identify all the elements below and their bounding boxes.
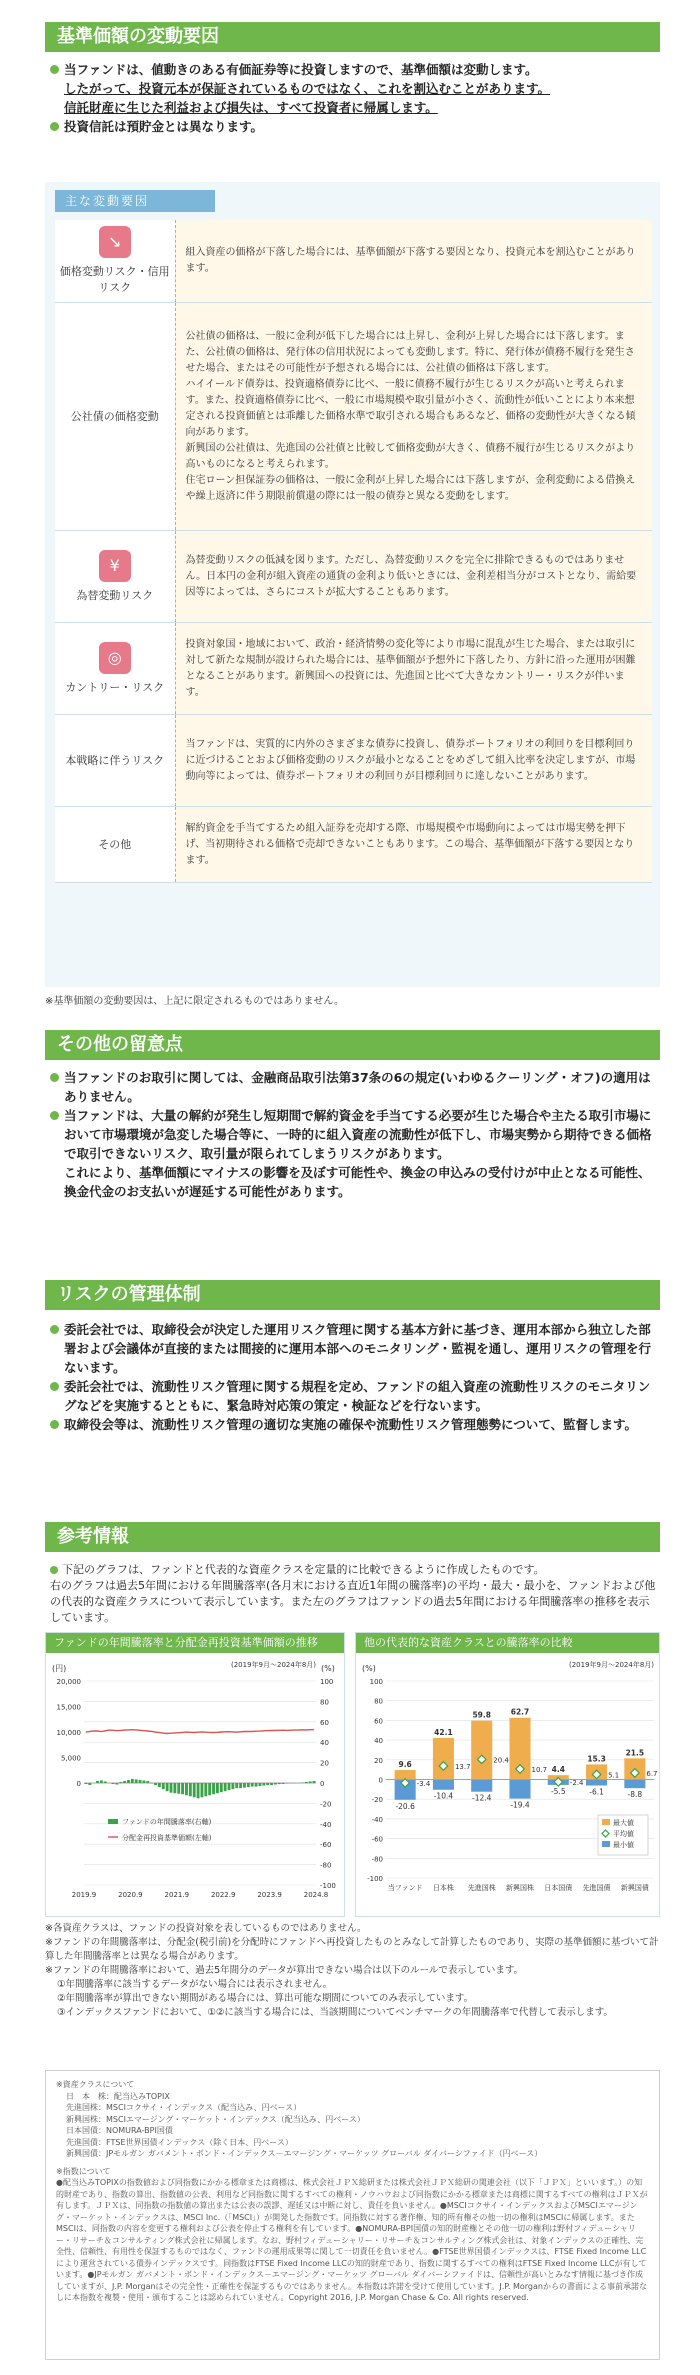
- fine-item: 日 本 株：配当込みTOPIX: [66, 2091, 170, 2101]
- chart-note: ※ファンドの年間騰落率において、過去5年間分のデータが算出できない場合は以下のルールで表示しています。: [45, 1965, 524, 1976]
- legend-label: 最小値: [613, 1841, 634, 1849]
- risk-desc-extra: ハイイールド債券は、投資適格債券に比べ、一般に債務不履行が生じるリスクが高いと考えられます。また、投資適格債券に比べ、一般に市場規模や取引量が小さく、流動性が低いことにより本来想定される投資価値とは乖離した価格水準で取引される場合もあるなど、価格の変動性が大きくなる傾向があります。: [185, 378, 636, 438]
- return-bar: [212, 1783, 215, 1794]
- category-label: 日本株: [432, 1884, 454, 1892]
- return-bar: [220, 1783, 223, 1792]
- chart-note: ※各資産クラスは、ファンドの投資対象を表しているものではありません。: [45, 1923, 367, 1934]
- return-bar: [88, 1783, 91, 1785]
- left-tick-label: 10,000: [56, 1729, 81, 1737]
- legend-label: 分配金再投資基準価額(左軸): [122, 1834, 212, 1842]
- category-label: 新興国債: [620, 1884, 649, 1892]
- chart-svg: [356, 1653, 661, 1918]
- return-bar: [162, 1783, 165, 1789]
- return-bar: [305, 1782, 308, 1783]
- return-bar: [100, 1780, 103, 1783]
- table-row: [55, 220, 652, 303]
- right-tick-label: -20: [320, 1800, 332, 1809]
- return-bar: [139, 1780, 142, 1783]
- left-tick-label: 0: [76, 1780, 81, 1788]
- min-value-label: -19.4: [510, 1800, 530, 1810]
- right-tick-label: 80: [320, 1698, 329, 1707]
- return-bar: [266, 1783, 269, 1785]
- max-value-label: 9.6: [398, 1760, 412, 1770]
- min-value-label: -12.4: [472, 1793, 492, 1803]
- risk-desc-extra: 住宅ローン担保証券の価格は、一般に金利が上昇した場合には下落しますが、金利変動による借換えや繰上返済に伴う期限前償還の際には一般の債券と異なる変動をします。: [185, 474, 636, 502]
- return-bar: [193, 1783, 196, 1797]
- return-bar: [251, 1783, 254, 1787]
- return-bar: [208, 1783, 211, 1795]
- risk-desc-extra: 新興国の公社債は、先進国の公社債と比較して価格変動が大きく、債務不履行が生じるリスクがより高いものになると考えられます。: [185, 442, 636, 470]
- risk-name: 本戦略に伴うリスク: [55, 715, 175, 807]
- tick-label: 60: [374, 1717, 383, 1726]
- chart-down-icon: ↘: [99, 226, 131, 258]
- return-bar: [96, 1781, 99, 1783]
- bullet-text: 当ファンドは、値動きのある有価証券等に投資しますので、基準価額は変動します。 したがって、投資元本が保証されているものではなく、これを割込むことがあります。 信託財産に生じた利益および損失は、すべて投資者に帰属します。: [50, 60, 660, 117]
- tick-label: -60: [371, 1835, 383, 1844]
- chart-svg: [46, 1653, 346, 1918]
- fine-head: ※資産クラスについて: [56, 2080, 135, 2089]
- return-bar: [197, 1783, 200, 1798]
- right-tick-label: -40: [320, 1820, 332, 1829]
- risk-header: 主な変動要因: [55, 190, 215, 212]
- min-bar: [433, 1780, 454, 1790]
- bullet-text: 当ファンドは、大量の解約が発生し短期間で解約資金を手当てする必要が生じた場合や主たる取引市場において市場環境が急変した場合等に、一時的に組入資産の流動性が低下し、市場実勢から期待できる価格で取引できないリスク、取引量が限られてしまうリスクがあります。: [50, 1106, 660, 1163]
- return-bar: [189, 1783, 192, 1796]
- return-bar: [239, 1783, 242, 1788]
- tick-label: -100: [367, 1875, 383, 1883]
- max-bar: [471, 1721, 492, 1780]
- fine-item: 日本国債：NOMURA-BPI国債: [66, 2126, 173, 2135]
- right-unit-label: (%): [321, 1664, 335, 1673]
- right-tick-label: -80: [320, 1861, 332, 1870]
- min-value-label: -20.6: [395, 1801, 415, 1811]
- max-bar: [433, 1738, 454, 1779]
- fine-item: 先進国株：MSCIコクサイ・インデックス（配当込み、円ベース）: [66, 2103, 302, 2112]
- tick-label: 100: [369, 1678, 383, 1686]
- legend-label: 最大値: [613, 1819, 634, 1827]
- chart-note: ②年間騰落率が算出できない期間がある場合には、算出可能な期間についてのみ表示しています。: [57, 1993, 474, 2004]
- return-bar: [270, 1783, 273, 1785]
- section-title-risk-management: リスクの管理体制: [45, 1280, 660, 1310]
- min-value-label: -8.8: [627, 1790, 643, 1800]
- max-value-label: 4.4: [551, 1765, 565, 1775]
- x-tick-label: 2019.9: [71, 1891, 97, 1899]
- return-bar: [115, 1783, 118, 1785]
- currency-exchange-icon: ¥: [99, 550, 131, 582]
- section-title-reference: 参考情報: [45, 1522, 660, 1552]
- return-bar: [166, 1783, 169, 1791]
- risk-management-bullets: [50, 1320, 660, 1434]
- return-bar: [150, 1783, 153, 1784]
- intro-continuation: 右のグラフは過去5年間における年間騰落率(各月末における直近1年間の騰落率)の平均・最大・最小を、ファンドおよび他の代表的な資産クラスについて表示しています。また左のグラフはファンドの過去5年間における年間騰落率の推移を表示しています。: [50, 1579, 656, 1624]
- risk-desc: 投資対象国・地域において、政治・経済情勢の変化等により市場に混乱が生じた場合、または取引に対して新たな規制が設けられた場合には、基準価額が予想外に下落したり、方針に沿った運用が困難となることがあります。新興国への投資には、先進国と比べて大きなカントリー・リスクが伴います。: [175, 623, 652, 715]
- risk-desc: 公社債の価格は、一般に金利が低下した場合には上昇し、金利が上昇した場合には下落します。また、公社債の価格は、発行体の信用状況によっても変動します。特に、発行体が債務不履行を発生させた場合、またはその可能性が予想される場合には、公社債の価格は下落します。: [185, 330, 635, 374]
- max-value-label: 15.3: [587, 1754, 606, 1764]
- globe-icon: ◎: [99, 642, 131, 674]
- return-bar: [309, 1781, 312, 1783]
- left-tick-label: 15,000: [56, 1703, 81, 1712]
- tick-label: 20: [374, 1756, 383, 1765]
- risk-desc: 当ファンドは、実質的に内外のさまざまな債券に投資し、債券ポートフォリオの利回りを目標利回りに近づけることおよび価格変動のリスクが最小となることをめざして組入比率を決定しますが、市場動向等によっては、債券ポートフォリオの利回りが目標利回りに達しないことがあります。: [175, 715, 652, 807]
- bullet-text: 下記のグラフは、ファンドと代表的な資産クラスを定量的に比較できるように作成したものです。: [50, 1562, 660, 1578]
- return-bar: [135, 1779, 138, 1783]
- risk-factor-box: [45, 182, 660, 987]
- left-unit-label: (円): [52, 1664, 67, 1673]
- risk-name: カントリー・リスク: [65, 680, 165, 694]
- return-bar: [181, 1783, 184, 1794]
- min-value-label: -10.4: [433, 1791, 454, 1801]
- return-bar: [231, 1783, 234, 1789]
- other-notes-bullets: [50, 1068, 660, 1201]
- return-bar: [224, 1783, 227, 1791]
- table-row: [55, 623, 652, 715]
- category-label: 先進国株: [467, 1884, 496, 1892]
- section-title-nav-factors: 基準価額の変動要因: [45, 22, 660, 52]
- return-bar: [173, 1783, 176, 1793]
- bullet-continuation: これにより、基準価額にマイナスの影響を及ぼす可能性や、換金の申込みの受付けが中止となる可能性、換金代金のお支払いが遅延する可能性があります。: [64, 1165, 651, 1199]
- right-tick-label: 100: [320, 1678, 334, 1686]
- nav-line: [86, 1730, 314, 1734]
- bullet-text: 当ファンドのお取引に関しては、金融商品取引法第37条の6の規定(いわゆるクーリング・オフ)の適用はありません。: [50, 1068, 660, 1106]
- avg-value-label: -2.4: [569, 1778, 584, 1787]
- risk-name: 価格変動リスク・信用リスク: [59, 265, 170, 294]
- category-label: 先進国債: [582, 1884, 611, 1892]
- table-row: [55, 303, 652, 531]
- return-bar: [278, 1783, 281, 1784]
- bullet-text: 委託会社では、取締役会が決定した運用リスク管理に関する基本方針に基づき、運用本部から独立した部署および会議体が直接的または間接的に運用本部へのモニタリング・監視を通し、運用リスクの管理を行ないます。: [50, 1320, 660, 1377]
- category-label: 当ファンド: [387, 1884, 423, 1892]
- return-bar: [170, 1783, 173, 1793]
- return-bar: [204, 1783, 207, 1796]
- return-bar: [216, 1783, 219, 1793]
- x-tick-label: 2020.9: [118, 1891, 143, 1899]
- fine-body: ●配当込みTOPIXの指数値および同指数にかかる標章または商標は、株式会社ＪＰＸ総研または株式会社ＪＰＸ総研の関連会社（以下「ＪＰＸ」といいます。）の知的財産であり、指数の算出、指数値の公表、利用など同指数に関するすべての権利・ノウハウおよび同指数にかかる標章または商標に関するすべての権利はＪＰＸが有します。ＪＰＸは、同指数の指数値の算出または公表の誤謬、遅延又は中断に対し、責任を負いません。●MSCIコクサイ・インデックスおよびMSCIエマージング・マーケット・インデックスは、MSCI Inc.（「MSCI」）が開発した指数です。同指数に対する著作権、知的所有権その他一切の権利はMSCIに帰属します。またMSCIは、同指数の内容を変更する権利および公表を停止する権利を有しています。●NOMURA-BPI国債の知的財産権とその他一切の権利は野村フィデューシャリー・リサーチ＆コンサルティング株式会社に帰属します。なお、野村フィデューシャリー・リサーチ＆コンサルティング株式会社は、対象インデックスの正確性、完全性、信頼性、有用性を保証するものではなく、ファンドの運用成果等に関して一切責任を負いません。●FTSE世界国債インデックスは、FTSE Fixed Income LLCにより運営されている債券インデックスです。同指数はFTSE Fixed Income LLCの知的財産であり、指数に関するすべての権利はFTSE Fixed Income LLCが有しています。●JPモルガン ガバメント・ボンド・インデックス－エマージング・マーケッツ グローバル ダイバーシファイドは、信頼性が高いとみなす情報に基づき作成していますが、J.P. Morganはその完全性・正確性を保証するものではありません。本指数は許諾を受けて使用しています。J.P. Morganからの書面による事前承諾なしに本指数を複製・使用・頒布することは認められていません。Copyright 2016, J.P. Morgan Chase & Co. All rights reserved.: [56, 2178, 648, 2302]
- tick-label: -20: [371, 1796, 383, 1805]
- tick-label: -40: [371, 1815, 383, 1824]
- min-bar: [624, 1780, 645, 1789]
- chart-title: ファンドの年間騰落率と分配金再投資基準価額の推移: [46, 1633, 344, 1653]
- bullet-text: 投資信託は預貯金とは異なります。: [50, 117, 660, 136]
- return-bar: [146, 1781, 149, 1783]
- chart-note: ③インデックスファンドにおいて、①②に該当する場合には、当該期間についてベンチマークの年間騰落率で代替して表示します。: [57, 2007, 613, 2018]
- left-tick-label: 20,000: [56, 1678, 81, 1686]
- category-label: 日本国債: [544, 1884, 573, 1892]
- fine-print-box: [45, 2070, 660, 2360]
- return-bar: [247, 1783, 250, 1787]
- return-bar: [127, 1780, 130, 1783]
- return-bar: [255, 1783, 258, 1787]
- return-bar: [123, 1781, 126, 1783]
- fine-head: ※指数について: [56, 2166, 111, 2176]
- return-bar: [85, 1783, 88, 1784]
- return-bar: [154, 1783, 157, 1785]
- right-tick-label: 0: [320, 1780, 325, 1788]
- min-bar: [586, 1780, 607, 1786]
- return-bar: [235, 1783, 238, 1788]
- return-bar: [301, 1782, 304, 1783]
- right-tick-label: 40: [320, 1739, 329, 1748]
- x-tick-label: 2021.9: [164, 1891, 190, 1899]
- chart-asset-comparison: [355, 1632, 660, 1917]
- return-bar: [143, 1780, 146, 1783]
- tick-label: 80: [374, 1697, 383, 1706]
- max-value-label: 42.1: [434, 1728, 453, 1738]
- nav-factor-bullets: [50, 60, 660, 136]
- legend-swatch: [602, 1841, 610, 1847]
- avg-value-label: 13.7: [454, 1763, 471, 1772]
- return-bar: [259, 1783, 262, 1786]
- bullet-text: 委託会社では、流動性リスク管理に関する規程を定め、ファンドの組入資産の流動性リスクのモニタリングなどを実施するとともに、緊急時対応策の策定・検証などを行ないます。: [50, 1377, 660, 1415]
- risk-footnote: ※基準価額の変動要因は、上記に限定されるものではありません。: [45, 996, 344, 1007]
- min-bar: [471, 1780, 492, 1792]
- x-tick-label: 2023.9: [257, 1891, 282, 1899]
- return-bar: [185, 1783, 188, 1795]
- chart-period: (2019年9月～2024年8月): [569, 1661, 654, 1669]
- chart-title: 他の代表的な資産クラスとの騰落率の比較: [356, 1633, 659, 1653]
- return-bar: [119, 1782, 122, 1783]
- avg-value-label: 10.7: [531, 1765, 548, 1774]
- risk-name: 公社債の価格変動: [55, 303, 175, 531]
- right-tick-label: 60: [320, 1718, 329, 1727]
- avg-value-label: 6.7: [646, 1769, 658, 1778]
- chart-note: ①年間騰落率に該当するデータがない場合には表示されません。: [57, 1979, 333, 1990]
- right-tick-label: 20: [320, 1759, 329, 1768]
- table-row: [55, 807, 652, 883]
- return-bar: [286, 1783, 289, 1784]
- tick-label: -80: [371, 1855, 383, 1864]
- fine-item: 先進国債：FTSE世界国債インデックス（除く日本、円ベース）: [66, 2137, 293, 2147]
- avg-value-label: 5.1: [608, 1771, 620, 1780]
- max-value-label: 59.8: [472, 1710, 491, 1720]
- risk-table: [55, 220, 652, 883]
- return-bar: [131, 1779, 134, 1783]
- x-tick-label: 2022.9: [210, 1891, 236, 1899]
- avg-value-label: -3.4: [416, 1779, 431, 1788]
- category-label: 新興国株: [506, 1884, 534, 1892]
- risk-desc: 解約資金を手当てするため組入証券を売却する際、市場規模や市場動向によっては市場実勢を押下げ、当初期待される価格で売却できないこともあります。この場合、基準価額が下落する要因となります。: [175, 807, 652, 883]
- section-title-other-notes: その他の留意点: [45, 1030, 660, 1060]
- fine-item: 新興国株：MSCIエマージング・マーケット・インデックス（配当込み、円ベース）: [66, 2114, 365, 2124]
- legend-swatch: [108, 1819, 118, 1824]
- legend-label: 平均値: [613, 1830, 634, 1838]
- risk-desc: 組入資産の価格が下落した場合には、基準価額が下落する要因となり、投資元本を割込むことがあります。: [175, 220, 652, 303]
- return-bar: [282, 1783, 285, 1784]
- left-tick-label: 5,000: [60, 1754, 81, 1763]
- chart-note: ※ファンドの年間騰落率は、分配金(税引前)を分配時にファンドへ再投資したものとみなして計算したものであり、実際の基準価額に基づいて計算した年間騰落率とは異なる場合があります。: [45, 1937, 659, 1962]
- return-bar: [104, 1781, 107, 1783]
- reference-intro: [50, 1562, 660, 1626]
- tick-label: 40: [374, 1737, 383, 1746]
- min-value-label: -6.1: [589, 1787, 604, 1797]
- unit-label: (%): [362, 1664, 376, 1673]
- right-tick-label: -60: [320, 1841, 332, 1850]
- return-bar: [158, 1783, 161, 1787]
- chart-notes: [45, 1922, 660, 2020]
- x-tick-label: 2024.8: [303, 1891, 329, 1899]
- return-bar: [228, 1783, 231, 1790]
- chart-period: (2019年9月～2024年8月): [231, 1661, 316, 1669]
- min-value-label: -5.5: [550, 1786, 566, 1796]
- max-value-label: 62.7: [510, 1707, 530, 1717]
- bullet-text: 取締役会等は、流動性リスク管理の適切な実施の確保や流動性リスク管理態勢について、監督します。: [50, 1415, 660, 1434]
- return-bar: [274, 1783, 277, 1785]
- return-bar: [177, 1783, 180, 1794]
- return-bar: [112, 1783, 115, 1784]
- risk-name: 為替変動リスク: [76, 588, 154, 602]
- right-tick-label: -100: [320, 1882, 336, 1890]
- return-bar: [313, 1781, 316, 1783]
- max-value-label: 21.5: [625, 1748, 645, 1758]
- return-bar: [262, 1783, 265, 1786]
- avg-value-label: 20.4: [493, 1756, 509, 1765]
- return-bar: [243, 1783, 246, 1788]
- legend-swatch: [602, 1819, 610, 1825]
- fine-item: 新興国債：JPモルガン ガバメント・ボンド・インデックス－エマージング・マーケッツ グローバル ダイバーシファイド（円ベース）: [66, 2149, 543, 2158]
- table-row: [55, 715, 652, 807]
- chart-fund-history: [45, 1632, 345, 1917]
- risk-desc: 為替変動リスクの低減を図ります。ただし、為替変動リスクを完全に排除できるものではありません。日本円の金利が組入資産の通貨の金利より低いときには、金利差相当分がコストとなり、需給要因等によっては、さらにコストが拡大することもあります。: [175, 531, 652, 623]
- table-row: [55, 531, 652, 623]
- tick-label: 0: [378, 1776, 383, 1785]
- legend-label: ファンドの年間騰落率(右軸): [122, 1818, 212, 1826]
- return-bar: [201, 1783, 204, 1797]
- risk-name: その他: [55, 807, 175, 883]
- min-bar: [509, 1780, 530, 1799]
